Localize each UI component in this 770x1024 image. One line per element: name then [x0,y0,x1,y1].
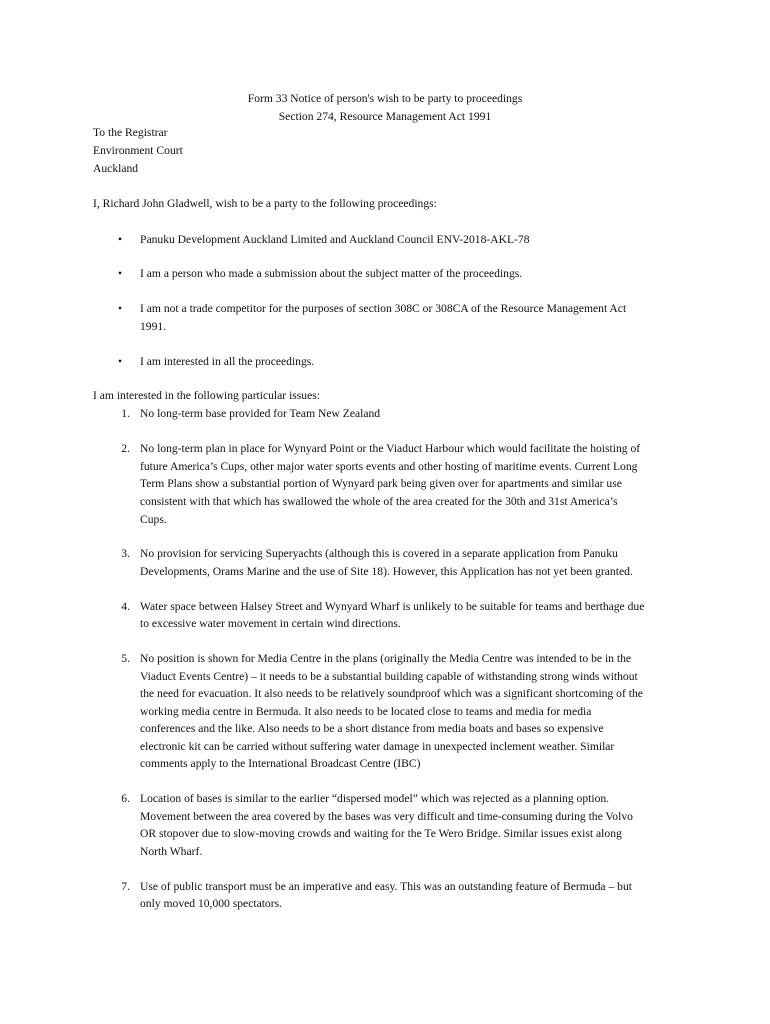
bullet-text: I am interested in all the proceedings. [140,355,315,368]
bullet-glyph: • [117,233,123,246]
issue-text: Water space between Halsey Street and Wynyard Wharf is unlikely to be suitable for teams and berthage due [140,600,645,613]
issue-number: 1. [121,407,130,420]
bullet-text: I am a person who made a submission about the subject matter of the proceedings. [140,267,523,280]
issue-text: Viaduct Events Centre) – it needs to be a substantial building capable of withstanding strong winds without [140,670,638,683]
addressee-line: Auckland [93,162,139,175]
issue-text: Use of public transport must be an imperative and easy. This was an outstanding feature of Bermuda – but [140,880,632,893]
issue-text: electronic kit can be carried without suffering water damage in unexpected inclement weather. Similar [140,740,615,753]
issue-number: 4. [121,600,130,613]
addressee-line: Environment Court [93,144,183,157]
issue-text: future America’s Cups, other major water sports events and other hosting of maritime events. Current Long [140,460,638,473]
issue-text: North Wharf. [140,845,203,858]
form-title: Form 33 Notice of person's wish to be party to proceedings [247,92,523,105]
issue-number: 5. [121,652,130,665]
issues-heading: I am interested in the following particular issues: [93,389,320,402]
issue-number: 6. [121,792,130,805]
form-subtitle: Section 274, Resource Management Act 1991 [278,110,492,123]
issue-text: the need for evacuation. It also needs to be relatively soundproof which was a significant shortcoming of the [140,687,643,700]
issue-text: OR stopover due to slow-moving crowds and waiting for the Te Wero Bridge. Similar issues exist along [140,827,622,840]
bullet-text: 1991. [140,320,167,333]
issue-text: working media centre in Bermuda. It also needs to be located close to teams and media for media [140,705,592,718]
issue-text: Movement between the area covered by the bases was very difficult and time-consuming during the Volvo [140,810,633,823]
bullet-glyph: • [117,302,123,315]
issue-number: 2. [121,442,130,455]
issue-text: Location of bases is similar to the earlier “dispersed model” which was rejected as a planning option. [140,792,610,805]
bullet-text: Panuku Development Auckland Limited and Auckland Council ENV-2018-AKL-78 [140,233,530,246]
bullet-text: I am not a trade competitor for the purposes of section 308C or 308CA of the Resource Management Act [140,302,627,315]
issue-text: consistent with that which has swallowed the whole of the area created for the 30th and 31st America’s [140,495,618,508]
issue-text: conferences and the like. Also needs to be a short distance from media boats and bases so expensive [140,722,604,735]
bullet-glyph: • [117,267,123,280]
issue-text: Term Plans show a substantial portion of Wynyard park being given over for apartments and similar use [140,477,622,490]
issue-text: No long-term plan in place for Wynyard Point or the Viaduct Harbour which would facilitate the hoisting of [140,442,641,455]
issue-text: Developments, Orams Marine and the use of Site 18). However, this Application has not yet been granted. [140,565,633,578]
addressee-line: To the Registrar [93,126,168,139]
intro-statement: I, Richard John Gladwell, wish to be a party to the following proceedings: [93,197,437,210]
issue-number: 7. [121,880,130,893]
issue-text: No position is shown for Media Centre in the plans (originally the Media Centre was intended to be in the [140,652,632,665]
issue-text: No provision for servicing Superyachts (although this is covered in a separate application from Panuku [140,547,618,560]
issue-number: 3. [121,547,130,560]
issue-text: to excessive water movement in certain wind directions. [140,617,401,630]
issue-text: comments apply to the International Broadcast Centre (IBC) [140,757,421,770]
issue-text: only moved 10,000 spectators. [140,897,283,910]
issue-text: Cups. [140,513,167,526]
bullet-glyph: • [117,355,123,368]
issue-text: No long-term base provided for Team New Zealand [140,407,381,420]
